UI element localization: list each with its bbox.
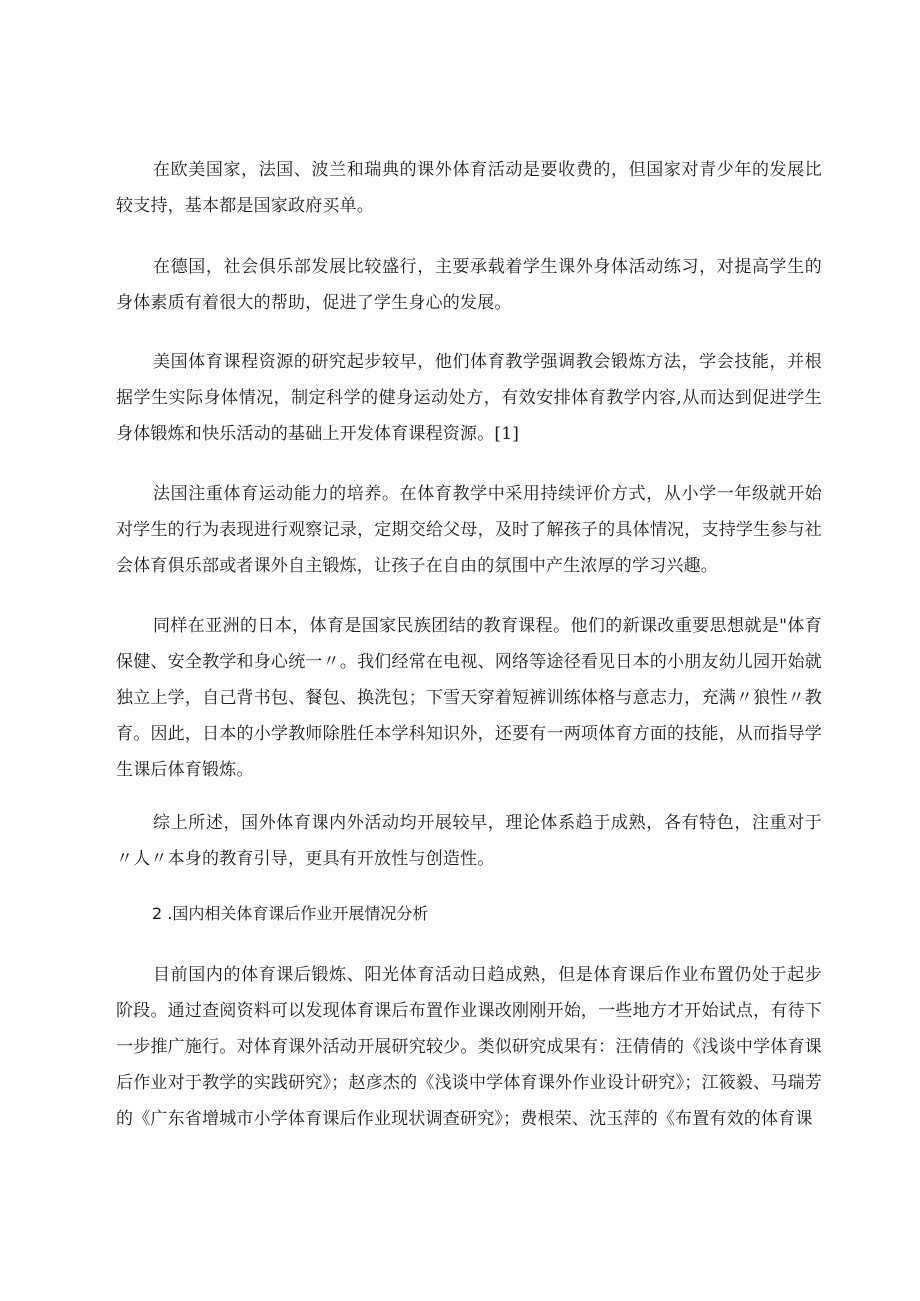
section-heading: 2 .国内相关体育课后作业开展情况分析 <box>152 904 429 923</box>
paragraph-summary: 综上所述，国外体育课内外活动均开展较早，理论体系趋于成熟，各有特色，注重对于〃人〃本身的教育引导，更具有开放性与创造性。 <box>116 813 822 869</box>
paragraph-france: 法国注重体育运动能力的培养。在体育教学中采用持续评价方式，从小学一年级就开始对学生的行为表现进行观察记录，定期交给父母，及时了解孩子的具体情况，支持学生参与社会体育俱乐部或者课外自主锻炼，让孩子在自由的氛围中产生浓厚的学习兴趣。 <box>116 484 822 576</box>
paragraph-usa: 美国体育课程资源的研究起步较早，他们体育教学强调教会锻炼方法，学会技能，并根据学生实际身体情况，制定科学的健身运动处方，有效安排体育教学内容,从而达到促进学生身体锻炼和快乐活动的基础上开发体育课程资源。[1] <box>116 352 822 444</box>
paragraph-germany: 在德国，社会俱乐部发展比较盛行，主要承载着学生课外身体活动练习，对提高学生的身体素质有着很大的帮助，促进了学生身心的发展。 <box>116 257 822 313</box>
paragraph-domestic: 目前国内的体育课后锻炼、阳光体育活动日趋成熟，但是体育课后作业布置仍处于起步阶段。通过查阅资料可以发现体育课后布置作业课改刚刚开始，一些地方才开始试点，有待下一步推广施行。对体育课外活动开展研究较少。类似研究成果有：汪倩倩的《浅谈中学体育课后作业对于教学的实践研究》；赵彦杰的《浅谈中学体育课外作业设计研究》；江筱毅、马瑞芳的《广东省增城市小学体育课后作业现状调查研究》；费根荣、沈玉萍的《布置有效的体育课 <box>116 965 822 1129</box>
paragraph-europe-america: 在欧美国家，法国、波兰和瑞典的课外体育活动是要收费的，但国家对青少年的发展比较支持，基本都是国家政府买单。 <box>116 160 822 216</box>
paragraph-japan: 同样在亚洲的日本，体育是国家民族团结的教育课程。他们的新课改重要思想就是"体育保健、安全教学和身心统一〃。我们经常在电视、网络等途径看见日本的小朋友幼儿园开始就独立上学，自己背书包、餐包、换洗包；下雪天穿着短裤训练体格与意志力，充满〃狼性〃教育。因此，日本的小学教师除胜任本学科知识外，还要有一两项体育方面的技能，从而指导学生课后体育锻炼。 <box>116 616 822 780</box>
